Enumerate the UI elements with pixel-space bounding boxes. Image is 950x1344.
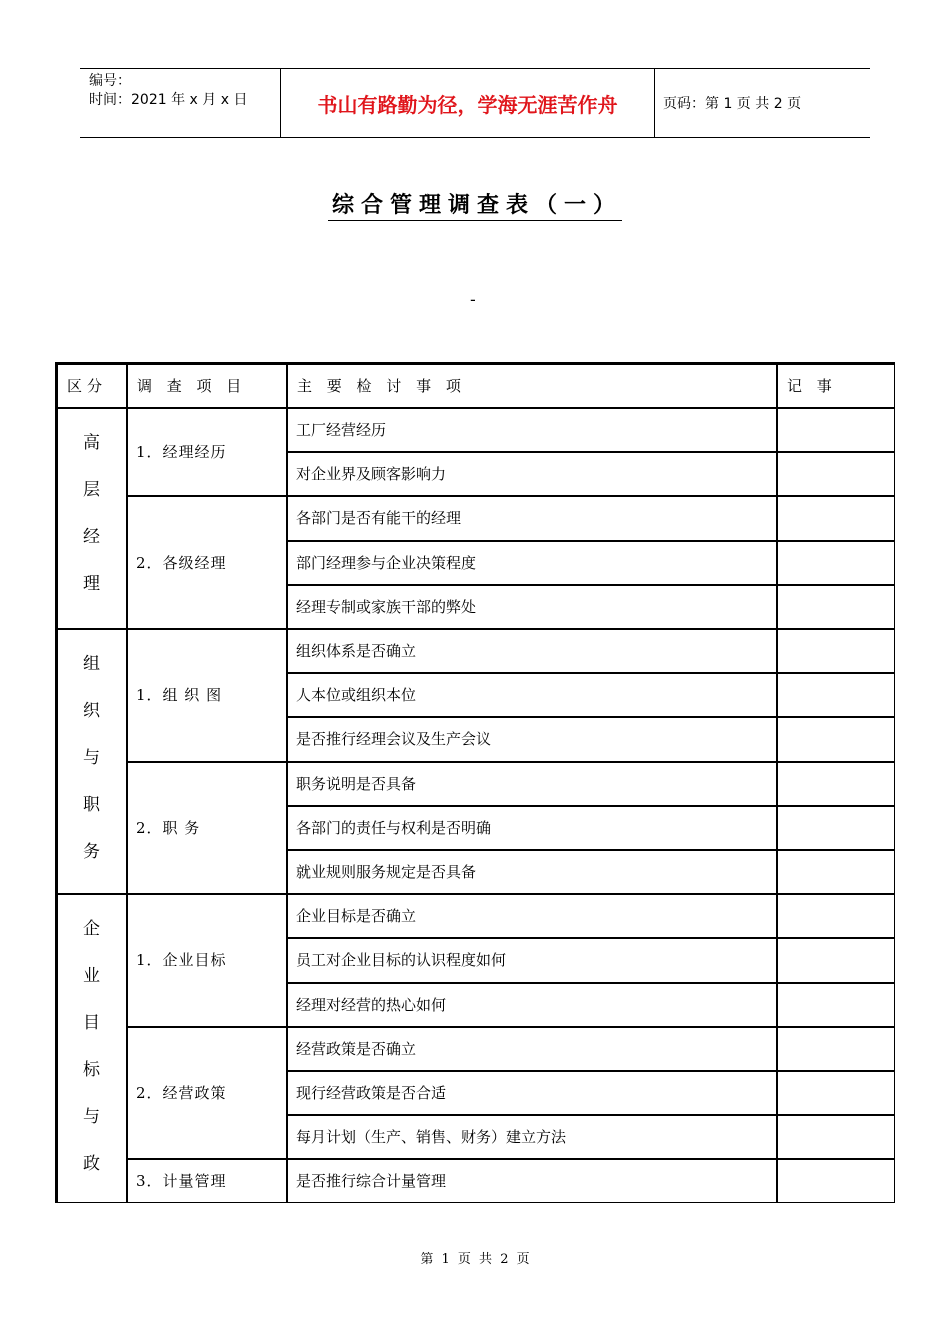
header-meta: [80, 69, 280, 137]
document-header: [80, 68, 870, 138]
note-cell: [776, 1070, 894, 1114]
header-page-info: 页码：第 1 页 共 2 页: [663, 96, 802, 112]
note-cell: [776, 407, 894, 451]
note-cell: [776, 584, 894, 628]
survey-item: 2．职 务: [126, 761, 286, 894]
survey-item: 3．计量管理: [126, 1158, 286, 1202]
check-item: 就业规则服务规定是否具备: [286, 849, 776, 893]
survey-item: 1．经理经历: [126, 407, 286, 495]
note-cell: [776, 451, 894, 495]
section-cell: [56, 893, 126, 1202]
check-item: 员工对企业目标的认识程度如何: [286, 937, 776, 981]
note-cell: [776, 1158, 894, 1202]
survey-item: 1．企业目标: [126, 893, 286, 1026]
check-item: 人本位或组织本位: [286, 672, 776, 716]
check-item: 企业目标是否确立: [286, 893, 776, 937]
note-cell: [776, 893, 894, 937]
note-cell: [776, 849, 894, 893]
check-item: 各部门的责任与权利是否明确: [286, 805, 776, 849]
header-survey-item: 调 查 项 目: [126, 363, 286, 407]
note-cell: [776, 540, 894, 584]
check-item: 是否推行经理会议及生产会议: [286, 716, 776, 760]
note-cell: [776, 716, 894, 760]
check-item: 经理专制或家族干部的弊处: [286, 584, 776, 628]
survey-item: 1．组 织 图: [126, 628, 286, 761]
header-motto: 书山有路勤为径，学海无涯苦作舟: [280, 69, 655, 137]
header-main-checks: 主 要 检 讨 事 项: [286, 363, 776, 407]
survey-item: 2．经营政策: [126, 1026, 286, 1159]
note-cell: [776, 628, 894, 672]
header-notes: 记 事: [776, 363, 894, 407]
check-item: 对企业界及顾客影响力: [286, 451, 776, 495]
number-label: 编号：: [89, 73, 131, 89]
check-item: 每月计划（生产、销售、财务）建立方法: [286, 1114, 776, 1158]
document-title-text: 综合管理调查表（一）: [328, 192, 622, 221]
survey-item: 2．各级经理: [126, 495, 286, 628]
note-cell: [776, 937, 894, 981]
dash-mark: -: [470, 290, 476, 309]
section-cell: [56, 407, 126, 628]
section-name: 组织与职务: [83, 654, 100, 862]
check-item: 经理对经营的热心如何: [286, 982, 776, 1026]
section-name: 高层经理: [83, 433, 100, 594]
check-item: 部门经理参与企业决策程度: [286, 540, 776, 584]
section-name: 企业目标与政: [83, 919, 100, 1175]
note-cell: [776, 982, 894, 1026]
check-item: 现行经营政策是否合适: [286, 1070, 776, 1114]
check-item: 职务说明是否具备: [286, 761, 776, 805]
time-label: 时间：2021 年 x 月 x 日: [89, 92, 248, 108]
check-item: 是否推行综合计量管理: [286, 1158, 776, 1202]
check-item: 组织体系是否确立: [286, 628, 776, 672]
note-cell: [776, 1026, 894, 1070]
note-cell: [776, 805, 894, 849]
check-item: 各部门是否有能干的经理: [286, 495, 776, 539]
check-item: 经营政策是否确立: [286, 1026, 776, 1070]
section-cell: [56, 628, 126, 893]
note-cell: [776, 495, 894, 539]
note-cell: [776, 1114, 894, 1158]
check-item: 工厂经营经历: [286, 407, 776, 451]
survey-table: [55, 362, 895, 1203]
document-title: [0, 188, 950, 219]
note-cell: [776, 672, 894, 716]
header-section: 区分: [56, 363, 126, 407]
page-footer: 第 1 页 共 2 页: [420, 1252, 530, 1267]
note-cell: [776, 761, 894, 805]
